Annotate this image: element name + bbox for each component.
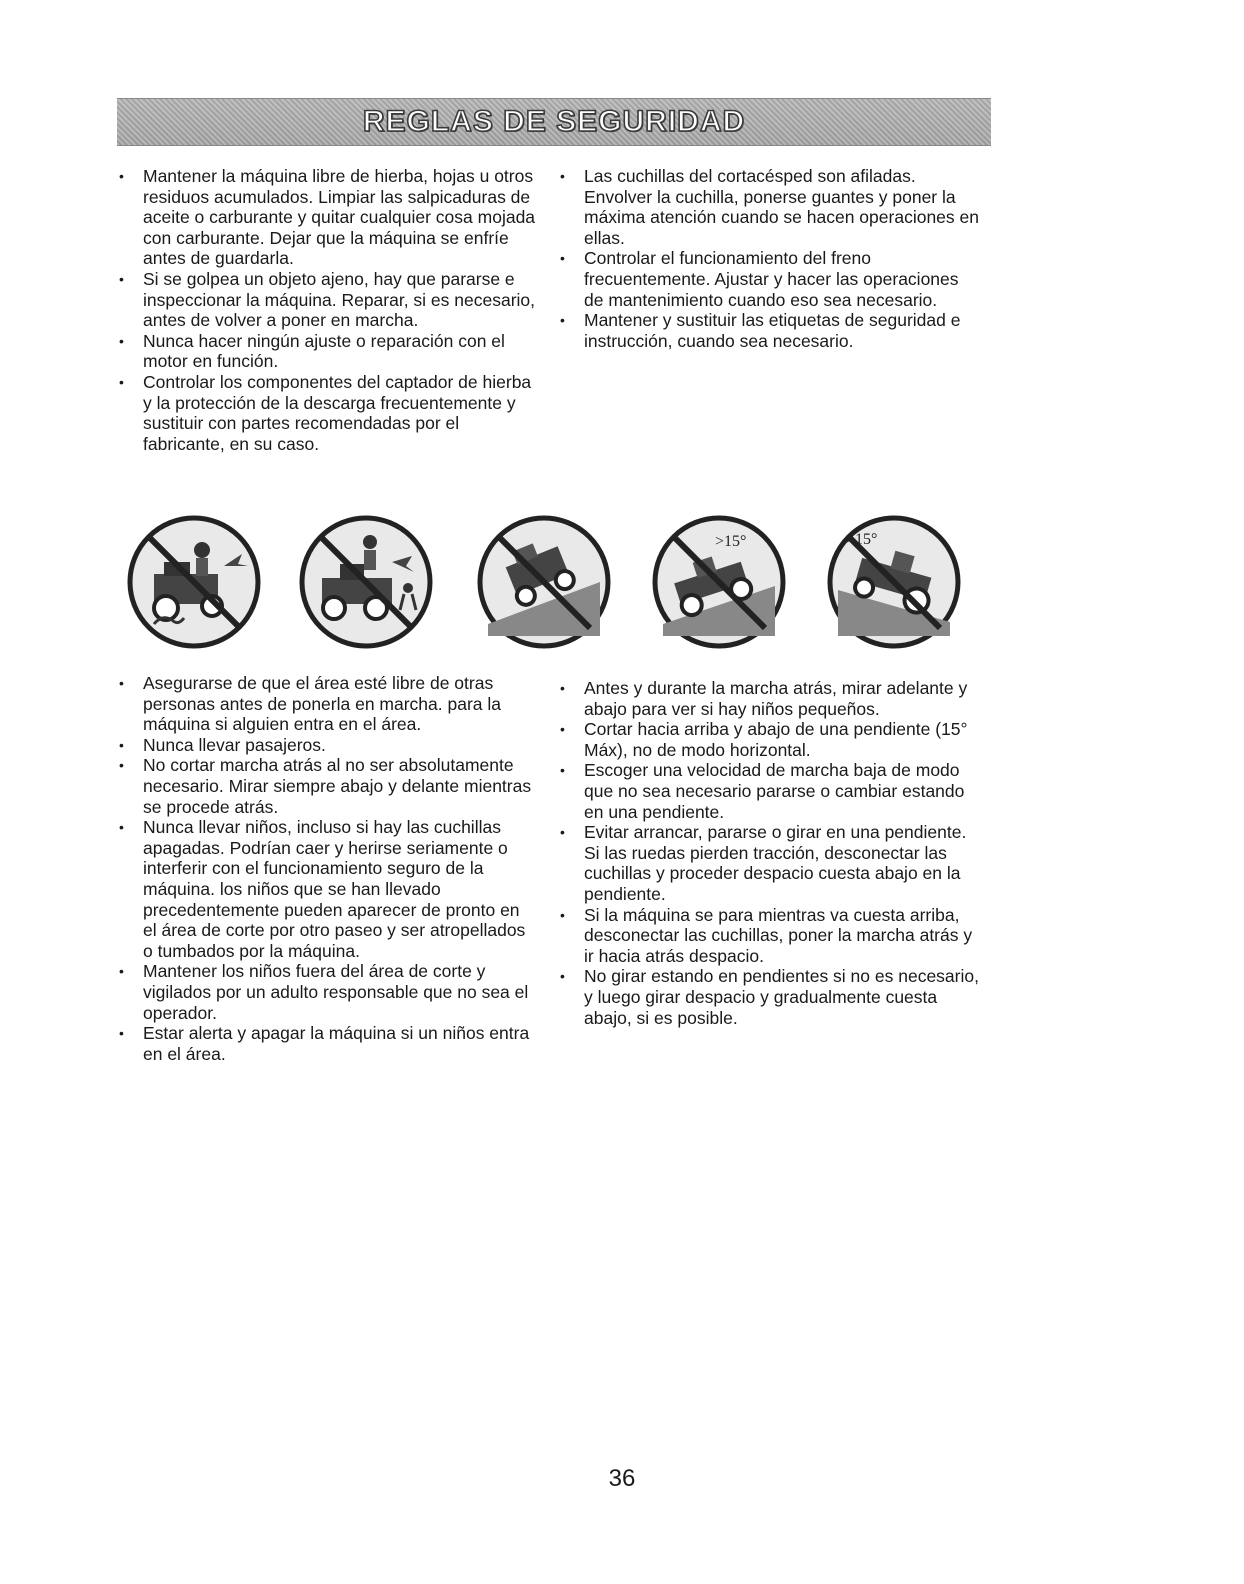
slope-limit-downhill-icon: [824, 512, 964, 652]
list-item: • Cortar hacia arriba y abajo de una pendiente (15° Máx), no de modo horizontal.: [558, 719, 986, 760]
bottom-right-list: [558, 678, 986, 1028]
slope-limit-uphill-icon: [649, 512, 789, 652]
list-item: • Controlar los componentes del captador de hierba y la protección de la descarga frecuentemente y sustituir con partes recomendadas por el fabricante, en su caso.: [117, 372, 537, 454]
no-cross-slope-icon: [474, 512, 614, 652]
list-item: • Mantener la máquina libre de hierba, hojas u otros residuos acumulados. Limpiar las salpicaduras de aceite o carburante y quitar cualquier cosa mojada con carburante. Dejar que la máquina se enfríe antes de guardarla.: [117, 166, 537, 269]
no-bystanders-icon: [124, 512, 264, 652]
safety-icons-row: [124, 512, 1004, 652]
list-item: • Mantener los niños fuera del área de corte y vigilados por un adulto responsable que no sea el operador.: [117, 961, 537, 1023]
list-item: • Las cuchillas del cortacésped son afiladas. Envolver la cuchilla, ponerse guantes y poner la máxima atención cuando se hacen operaciones en ellas.: [558, 166, 982, 248]
list-item: • Escoger una velocidad de marcha baja de modo que no sea necesario pararse o cambiar estando en una pendiente.: [558, 760, 986, 822]
list-item: • Asegurarse de que el área esté libre de otras personas antes de ponerla en marcha. para la máquina si alguien entra en el área.: [117, 673, 537, 735]
list-item: • Controlar el funcionamiento del freno frecuentemente. Ajustar y hacer las operaciones de mantenimiento cuando eso sea necesario.: [558, 248, 982, 310]
list-item: • No cortar marcha atrás al no ser absolutamente necesario. Mirar siempre abajo y delante mientras se procede atrás.: [117, 755, 537, 817]
slope-angle-label: >15°: [846, 531, 878, 548]
list-item: • Mantener y sustituir las etiquetas de seguridad e instrucción, cuando sea necesario.: [558, 310, 982, 351]
list-item: • Nunca llevar niños, incluso si hay las cuchillas apagadas. Podrían caer y herirse seriamente o interferir con el funcionamiento seguro de la máquina. los niños que se han llevado precedentemente pueden aparecer de pronto en el área de corte por otro paseo y ser atropellados o tumbados por la máquina.: [117, 817, 537, 961]
page-number: 36: [608, 1465, 636, 1492]
slope-angle-label: >15°: [715, 533, 747, 550]
list-item: • Evitar arrancar, pararse o girar en una pendiente. Si las ruedas pierden tracción, desconectar las cuchillas y proceder despacio cuesta abajo en la pendiente.: [558, 822, 986, 904]
list-item: • Si se golpea un objeto ajeno, hay que pararse e inspeccionar la máquina. Reparar, si es necesario, antes de volver a poner en marcha.: [117, 269, 537, 331]
list-item: • Si la máquina se para mientras va cuesta arriba, desconectar las cuchillas, poner la marcha atrás y ir hacia atrás despacio.: [558, 905, 986, 967]
top-right-list: [558, 166, 982, 351]
list-item: • Antes y durante la marcha atrás, mirar adelante y abajo para ver si hay niños pequeños.: [558, 678, 986, 719]
top-left-list: [117, 166, 537, 454]
list-item: • No girar estando en pendientes si no es necesario, y luego girar despacio y gradualmente cuesta abajo, si es posible.: [558, 966, 986, 1028]
list-item: • Nunca hacer ningún ajuste o reparación con el motor en función.: [117, 331, 537, 372]
list-item: • Estar alerta y apagar la máquina si un niños entra en el área.: [117, 1023, 537, 1064]
list-item: • Nunca llevar pasajeros.: [117, 735, 537, 756]
bottom-left-list: [117, 673, 537, 1064]
no-children-icon: [296, 512, 436, 652]
section-banner: [117, 98, 991, 146]
section-title: REGLAS DE SEGURIDAD: [362, 105, 746, 138]
